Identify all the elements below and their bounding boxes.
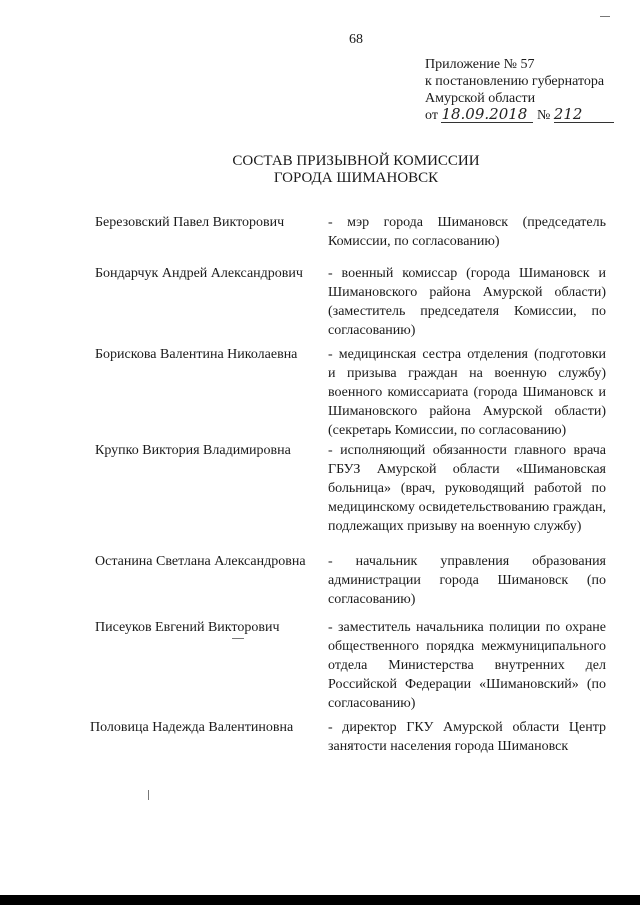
annex-region-line: Амурской области: [425, 91, 536, 106]
page-number: 68: [349, 32, 363, 47]
annex-date-prefix: от: [425, 108, 438, 123]
member-name: Останина Светлана Александровна: [95, 554, 306, 569]
member-name: Березовский Павел Викторович: [95, 215, 285, 230]
annex-date-handwritten: 18.09.2018: [441, 107, 533, 123]
annex-block: [425, 56, 614, 124]
member-role: - директор ГКУ Амурской области Центр занятости населения города Шимановск: [328, 720, 606, 754]
document-title-line-1: СОСТАВ ПРИЗЫВНОЙ КОМИССИИ: [232, 153, 480, 169]
annex-decree-line: к постановлению губернатора: [425, 74, 605, 89]
annex-number-prefix: №: [536, 108, 551, 123]
annex-number-handwritten: 212: [554, 107, 614, 123]
member-role: - военный комиссар (города Шимановск и Шимановского района Амурской области) (заместитель председателя Комиссии, по согласованию): [328, 266, 606, 338]
document-title-line-2: ГОРОДА ШИМАНОВСК: [273, 170, 439, 186]
member-name: Писеуков Евгений Викторович: [95, 620, 280, 635]
member-role: - медицинская сестра отделения (подготовки и призыва граждан на военную службу) военного комиссариата (города Шимановск и Шимановского района Амурской области) (секретарь Комиссии, по согласованию): [328, 347, 606, 438]
scan-mark: [232, 638, 244, 639]
member-name: Борискова Валентина Николаевна: [95, 347, 298, 362]
member-name: Бондарчук Андрей Александрович: [95, 266, 303, 281]
member-role: - мэр города Шимановск (председатель Комиссии, по согласованию): [328, 215, 606, 249]
member-role: - исполняющий обязанности главного врача ГБУЗ Амурской области «Шимановская больница» (врач, руководящий работой по медицинскому освидетельствованию граждан, подлежащих призыву на военную службу): [328, 443, 606, 534]
scan-mark: [600, 16, 610, 17]
document-title: [0, 153, 640, 187]
scan-bottom-edge: [0, 895, 640, 905]
member-name: Крупко Виктория Владимировна: [95, 443, 291, 458]
member-name: Половица Надежда Валентиновна: [90, 720, 294, 735]
member-role: - заместитель начальника полиции по охране общественного порядка межмуниципального отдела Министерства внутренних дел Российской Федерации «Шимановский» (по согласованию): [328, 620, 606, 711]
scan-mark: [148, 790, 149, 800]
member-role: - начальник управления образования администрации города Шимановск (по согласованию): [328, 554, 606, 607]
annex-title: Приложение № 57: [425, 57, 535, 72]
annex-date-line: [425, 107, 614, 124]
